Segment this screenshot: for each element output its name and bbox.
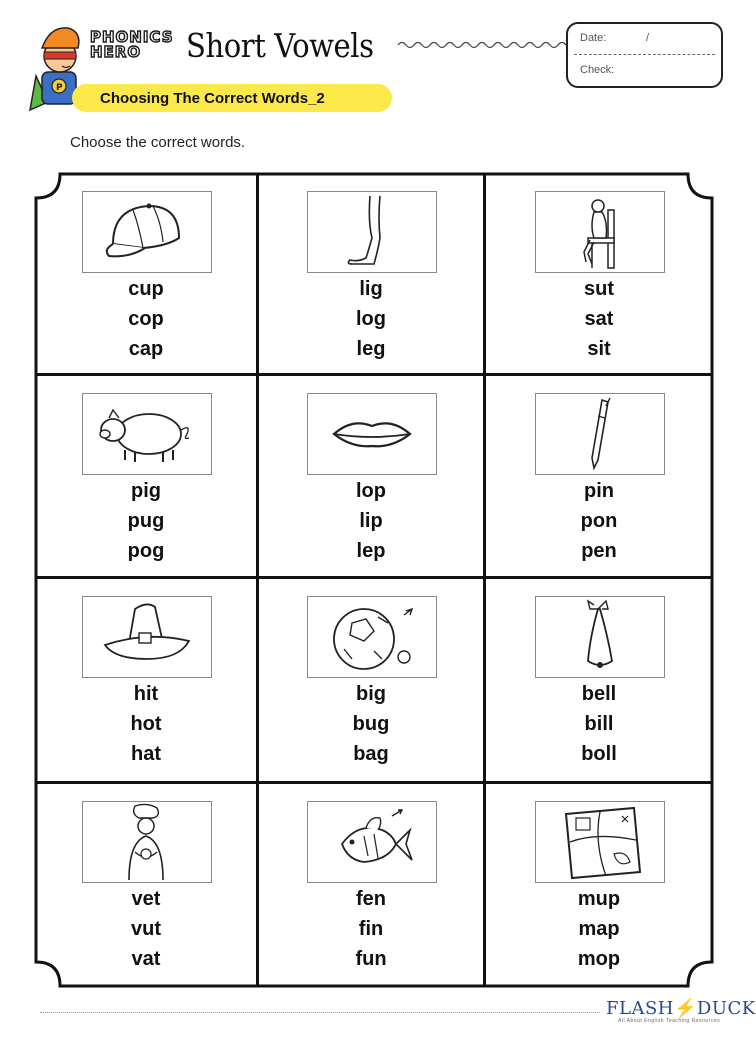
footer-dotted-line	[40, 1012, 600, 1013]
word-card	[259, 174, 486, 376]
word-option[interactable]: sut	[584, 278, 614, 300]
picture-frame	[307, 801, 437, 883]
sit-icon	[536, 192, 664, 272]
picture-frame	[82, 596, 212, 678]
word-option[interactable]: lop	[356, 480, 386, 502]
word-card	[486, 174, 712, 376]
picture-frame	[535, 596, 665, 678]
picture-frame	[82, 393, 212, 475]
word-option[interactable]: big	[356, 683, 386, 705]
word-option[interactable]: hat	[131, 743, 161, 765]
word-option[interactable]: pig	[131, 480, 161, 502]
logo-left: FLASH	[606, 998, 674, 1019]
word-option[interactable]: cop	[128, 308, 164, 330]
word-option[interactable]: vut	[131, 918, 161, 940]
word-card	[36, 579, 259, 784]
fin-icon	[308, 802, 436, 882]
word-option[interactable]: log	[356, 308, 386, 330]
picture-frame	[535, 393, 665, 475]
map-icon	[536, 802, 664, 882]
word-option[interactable]: pog	[127, 540, 165, 562]
logo-tagline: All About English Teaching Resources	[618, 1018, 721, 1024]
word-option[interactable]: hot	[130, 713, 162, 735]
word-option[interactable]: pen	[581, 540, 617, 562]
word-option[interactable]: bell	[581, 683, 617, 705]
lightning-icon: ⚡	[673, 998, 697, 1019]
word-option[interactable]: sat	[584, 308, 614, 330]
pen-icon	[536, 394, 664, 474]
wavy-line-decoration	[398, 38, 568, 52]
word-option[interactable]: lip	[359, 510, 383, 532]
bag-icon	[308, 597, 436, 677]
word-option[interactable]: vat	[131, 948, 161, 970]
word-card	[259, 376, 486, 579]
word-option[interactable]: map	[578, 918, 620, 940]
flashduck-logo	[606, 998, 756, 1024]
vet-icon	[83, 802, 211, 882]
leg-icon	[308, 192, 436, 272]
word-option[interactable]: boll	[581, 743, 617, 765]
hat-icon	[83, 597, 211, 677]
svg-text:P: P	[56, 83, 63, 93]
word-option[interactable]: leg	[356, 338, 386, 360]
word-option[interactable]: mop	[577, 948, 621, 970]
word-card	[486, 376, 712, 579]
word-card	[36, 784, 259, 986]
word-option[interactable]: bill	[584, 713, 614, 735]
picture-frame	[535, 191, 665, 273]
picture-frame	[307, 393, 437, 475]
word-option[interactable]: fen	[356, 888, 386, 910]
date-label: Date:	[580, 32, 607, 44]
subtitle-banner	[72, 84, 392, 112]
picture-frame	[307, 191, 437, 273]
word-card	[259, 784, 486, 986]
word-card	[36, 174, 259, 376]
word-option[interactable]: pin	[584, 480, 614, 502]
check-label: Check:	[580, 64, 615, 76]
word-option[interactable]: mup	[577, 888, 621, 910]
date-slash: /	[646, 32, 650, 44]
word-option[interactable]: bug	[352, 713, 390, 735]
word-card	[486, 784, 712, 986]
pig-icon	[83, 394, 211, 474]
word-card	[486, 579, 712, 784]
word-option[interactable]: fin	[358, 918, 384, 940]
word-option[interactable]: lep	[356, 540, 386, 562]
date-divider	[574, 54, 715, 55]
word-option[interactable]: lig	[359, 278, 383, 300]
word-option[interactable]: pug	[127, 510, 165, 532]
word-option[interactable]: bag	[353, 743, 389, 765]
word-choice-grid	[36, 174, 712, 986]
picture-frame	[82, 801, 212, 883]
bell-icon	[536, 597, 664, 677]
picture-frame	[82, 191, 212, 273]
word-option[interactable]: hit	[133, 683, 159, 705]
brand-line-1: PHONICS	[90, 28, 174, 46]
word-card	[36, 376, 259, 579]
word-option[interactable]: vet	[131, 888, 161, 910]
word-card	[259, 579, 486, 784]
brand-line-2: HERO	[90, 43, 142, 61]
word-option[interactable]: sit	[587, 338, 611, 360]
instruction-text: Choose the correct words.	[70, 134, 246, 151]
subtitle-text: Choosing The Correct Words_2	[100, 90, 325, 107]
cap-icon	[83, 192, 211, 272]
word-option[interactable]: cup	[128, 278, 164, 300]
word-option[interactable]: pon	[580, 510, 618, 532]
picture-frame	[307, 596, 437, 678]
page-title: Short Vowels	[186, 26, 374, 65]
lip-icon	[308, 394, 436, 474]
phonics-hero-logo	[90, 30, 180, 70]
date-check-box	[566, 22, 723, 88]
picture-frame	[535, 801, 665, 883]
word-option[interactable]: fun	[355, 948, 387, 970]
word-option[interactable]: cap	[128, 338, 164, 360]
logo-right: DUCK	[696, 998, 756, 1019]
